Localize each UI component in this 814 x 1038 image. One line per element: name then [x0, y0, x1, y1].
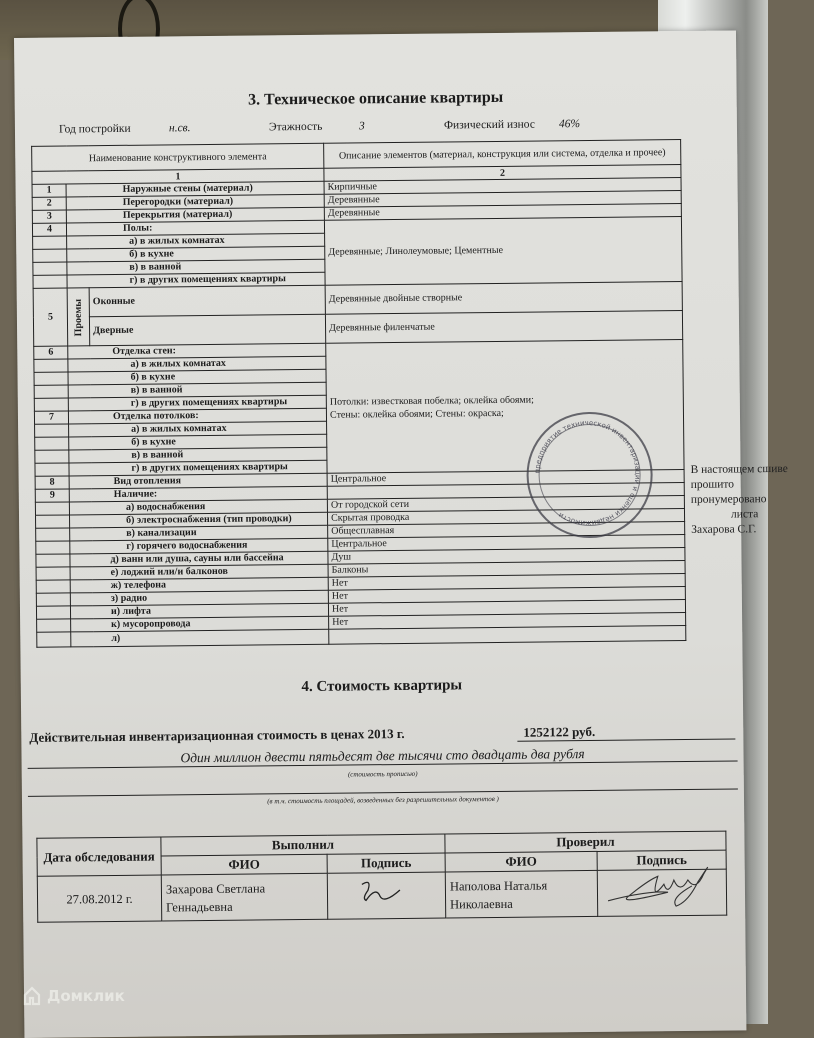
- row-value: Деревянные: [324, 191, 681, 208]
- inspection-date: 27.08.2012 г.: [37, 875, 161, 922]
- cost-caption-2: (в т.ч. стоимость площадей, возведенных без разрешительных документов ): [267, 794, 499, 806]
- row-label: в) в ванной: [69, 447, 327, 463]
- checked-header: Проверил: [445, 831, 726, 853]
- fio-header: ФИО: [445, 851, 597, 872]
- row-value: [329, 625, 686, 644]
- row-label: Полы:: [66, 220, 324, 236]
- col2-index: 2: [324, 165, 681, 182]
- row-label: з) радио: [70, 590, 328, 606]
- row-value: От городской сети: [327, 496, 684, 513]
- finish-value: Потолки: известковая побелка; оклейка обоями; Стены: оклейка обоями; Стены: окраска;: [326, 340, 684, 474]
- section4-title: 4. Стоимость квартиры: [301, 677, 463, 696]
- year-label: Год постройки: [58, 122, 131, 136]
- row-value: Центральное: [328, 535, 685, 552]
- row-number: 2: [32, 197, 66, 210]
- stamp-note-line: прошито пронумеровано: [690, 478, 767, 506]
- cost-in-words: Один миллион двести пятьдесят две тысячи сто двадцать два рубля: [27, 744, 737, 768]
- row-label: в) канализации: [70, 525, 328, 541]
- document-page: [14, 30, 788, 1038]
- row-value: Общесплавная: [328, 522, 685, 539]
- sign-header: Подпись: [327, 853, 445, 873]
- row-label: к) мусоропровода: [71, 616, 329, 632]
- wear-label: Физический износ: [443, 118, 535, 132]
- row-label: а) в жилых комнатах: [69, 421, 327, 437]
- signatures-row: [37, 869, 726, 922]
- row-label: Наличие:: [69, 486, 327, 502]
- row-number: 9: [35, 489, 69, 502]
- row-label: Дверные: [89, 314, 325, 345]
- row-number: 8: [35, 476, 69, 489]
- col2-header: Описание элементов (материал, конструкция или система, отделка и прочее): [324, 140, 681, 169]
- row-number: 6: [34, 346, 68, 359]
- row-value: Деревянные филенчатые: [325, 311, 682, 344]
- row-label: Отделка потолков:: [68, 408, 326, 424]
- checker-name-line: Наполова Наталья: [449, 877, 548, 893]
- row-number: 7: [34, 411, 68, 424]
- row-label: б) в кухне: [68, 369, 326, 385]
- row-label: д) ванн или душа, сауны или бассейна: [70, 551, 328, 567]
- row-label: Отделка стен:: [68, 343, 326, 359]
- row-value: Деревянные: [324, 204, 681, 221]
- svg-text:предприятие технической инвент: предприятие технической инвентаризации и оценки недвижимости: [533, 418, 642, 528]
- domclick-watermark: [22, 986, 125, 1006]
- building-meta: [59, 117, 699, 140]
- brand-name: Домклик: [47, 987, 125, 1005]
- performer-signature: [327, 872, 445, 919]
- row-number: 3: [32, 210, 66, 223]
- fio-header: ФИО: [161, 854, 327, 875]
- row-label: б) в кухне: [69, 434, 327, 450]
- row-value: Нет: [328, 587, 685, 604]
- row-value: Душ: [328, 548, 685, 565]
- row-value: Балконы: [328, 561, 685, 578]
- row-label: б) в кухне: [67, 246, 325, 262]
- checker-name-line: Николаевна: [450, 896, 513, 911]
- row-number: 5: [33, 288, 68, 346]
- stamp-note-line: В настоящем сшиве: [690, 462, 788, 476]
- row-label: в) в ванной: [68, 382, 326, 398]
- row-label: г) в других помещениях квартиры: [68, 395, 326, 411]
- row-label: ж) телефона: [70, 577, 328, 593]
- openings-group-label: Проемы: [67, 288, 90, 346]
- row-number: 1: [32, 184, 66, 197]
- stamp-note-line: листа: [730, 508, 759, 521]
- cost-caption: (стоимость прописью): [347, 769, 418, 779]
- floors-value: 3: [358, 120, 365, 133]
- date-header: Дата обследования: [37, 837, 161, 876]
- row-label: а) в жилых комнатах: [68, 356, 326, 372]
- cost-value: 1252122 руб.: [517, 722, 735, 741]
- row-label: в) в ванной: [67, 259, 325, 275]
- year-value: н.св.: [168, 122, 191, 135]
- row-label: Перегородки (материал): [66, 194, 324, 210]
- row-value: Деревянные двойные створные: [325, 282, 682, 315]
- col1-header: Наименование конструктивного элемента: [32, 143, 324, 171]
- row-label: е) лоджий или/и балконов: [70, 564, 328, 580]
- row-label: Вид отопления: [69, 473, 327, 489]
- row-label: Перекрытия (материал): [66, 207, 324, 223]
- row-label: б) электроснабжения (тип проводки): [69, 512, 327, 528]
- row-value: Кирпичные: [324, 178, 681, 195]
- performed-header: Выполнил: [161, 834, 445, 856]
- row-label: Оконные: [89, 285, 325, 316]
- checker-signature: [597, 869, 726, 916]
- checker-name: [445, 870, 597, 918]
- row-label: а) в жилых комнатах: [67, 233, 325, 249]
- house-logo-icon: [22, 986, 42, 1006]
- handwritten-signature: [598, 869, 749, 921]
- section3-title: 3. Техническое описание квартиры: [248, 88, 504, 109]
- row-label: Наружные стены (материал): [66, 181, 324, 197]
- performer-name-line: Захарова Светлана: [165, 880, 266, 896]
- row-value: Нет: [328, 574, 685, 591]
- row-label: и) лифта: [70, 603, 328, 619]
- col1-index: 1: [32, 168, 324, 184]
- performer-name-line: Геннадьевна: [166, 899, 233, 914]
- technical-description-table: [31, 139, 686, 648]
- stamp-note: [690, 462, 809, 538]
- row-value: Нет: [329, 612, 686, 629]
- cost-label: Действительная инвентаризационная стоимость в ценах 2013 г.: [29, 725, 405, 745]
- row-value: Скрытая проводка: [328, 509, 685, 526]
- row-label: г) в других помещениях квартиры: [69, 460, 327, 476]
- row-value: Центральное: [327, 470, 684, 487]
- stamp-note-line: Захарова С.Г.: [691, 523, 757, 536]
- signatures-table: [36, 831, 727, 923]
- row-number: 4: [32, 223, 66, 236]
- row-label: г) горячего водоснабжения: [70, 538, 328, 554]
- wear-value: 46%: [558, 118, 581, 131]
- row-label: а) водоснабжения: [69, 499, 327, 515]
- handwritten-signature: [332, 874, 432, 913]
- row-label: л): [71, 629, 329, 647]
- floors-value: Деревянные; Линолеумовые; Цементные: [324, 217, 682, 286]
- row-label: г) в других помещениях квартиры: [67, 272, 325, 288]
- row-value: Нет: [328, 599, 685, 616]
- performer-name: [161, 873, 327, 921]
- sign-header: Подпись: [597, 850, 726, 870]
- floors-label: Этажность: [268, 120, 323, 134]
